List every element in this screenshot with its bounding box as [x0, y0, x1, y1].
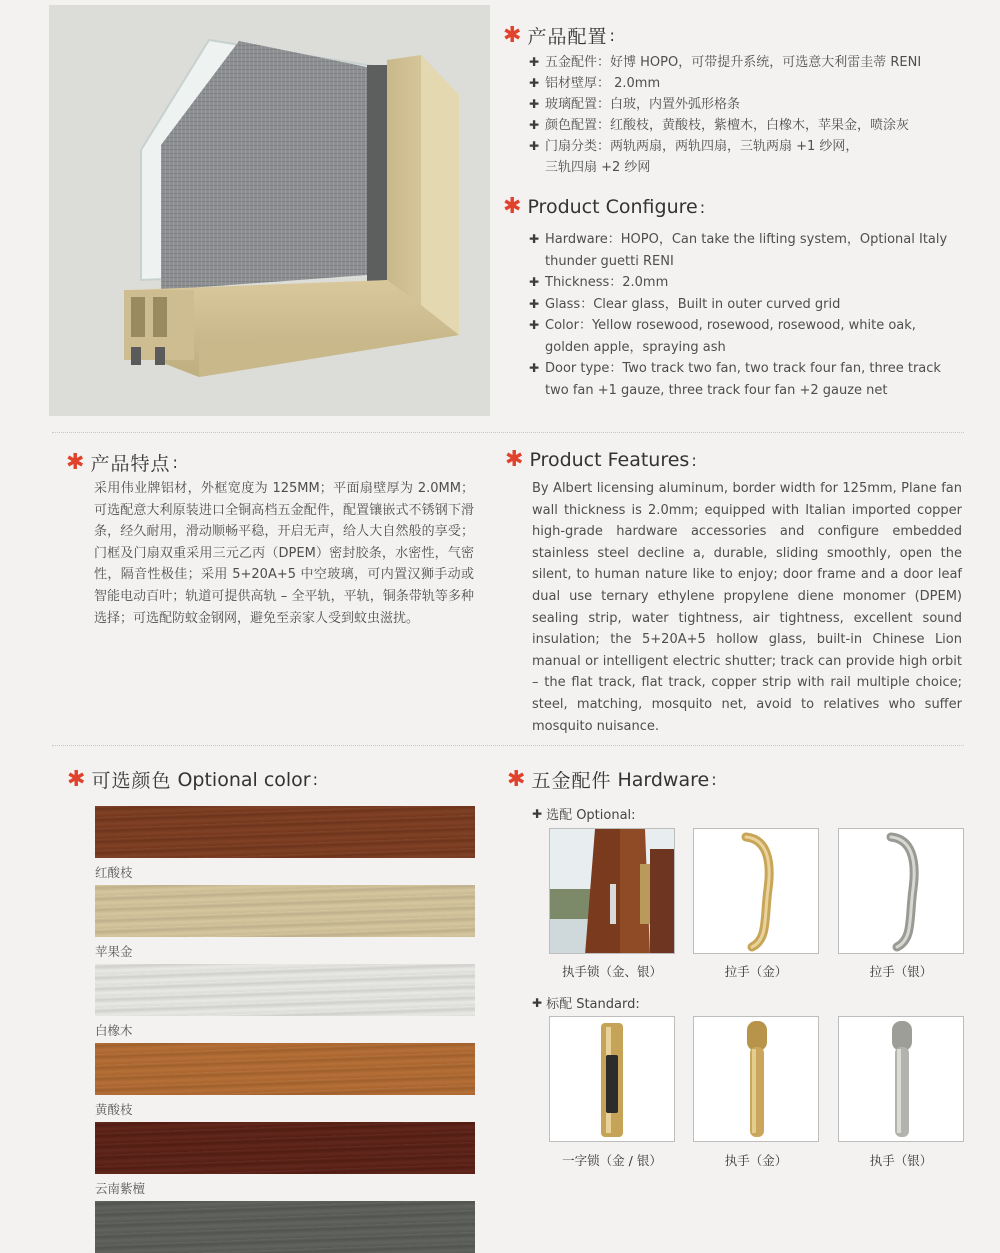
- plus-bullet-icon: ✚: [532, 806, 543, 821]
- hardware-photo-lock-handle: [549, 828, 675, 954]
- handle-silver-icon: [839, 1017, 964, 1142]
- features-zh-title: 产品特点: [90, 453, 171, 475]
- features-zh-heading: [66, 449, 178, 476]
- config-zh-title: 产品配置: [527, 26, 608, 48]
- config-zh-heading: [503, 22, 615, 49]
- list-item: [529, 358, 969, 401]
- plus-bullet-icon: ✚: [532, 995, 543, 1010]
- hardware-photo-handle-gold: [693, 1016, 819, 1142]
- asterisk-icon: ✱: [503, 194, 522, 219]
- hardware-caption: 执手（银）: [869, 1153, 933, 1168]
- list-item: [529, 73, 969, 94]
- swatch-label: 红酸枝: [95, 865, 133, 880]
- item-text: Thickness：2.0mm: [545, 275, 669, 290]
- item-text-continued: 三轨四扇 +2 纱网: [545, 160, 651, 175]
- colors-title-en: Optional color: [177, 768, 311, 791]
- hardware-title-en: Hardware: [617, 768, 710, 791]
- swatch-label: 黄酸枝: [95, 1102, 133, 1117]
- asterisk-icon: ✱: [66, 449, 85, 475]
- item-text: 五金配件：好博 HOPO，可带提升系统，可选意大利雷圭蒂 RENI: [545, 55, 922, 70]
- item-text: Glass：Clear glass，Built in outer curved grid: [545, 296, 841, 312]
- item-text: Hardware：HOPO，Can take the lifting system，Optional Italy: [545, 232, 948, 247]
- section-divider: [52, 745, 964, 746]
- item-text: 玻璃配置：白玻，内置外弧形格条: [545, 97, 741, 112]
- heading-colon: :: [172, 453, 178, 472]
- features-en-title: Product Features: [529, 449, 690, 471]
- features-en-heading: [505, 449, 697, 471]
- plus-bullet-icon: ✚: [529, 232, 540, 246]
- item-text-continued: thunder guetti RENI: [545, 253, 674, 269]
- optional-label: 选配 Optional:: [546, 808, 636, 823]
- standard-label: 标配 Standard:: [546, 997, 640, 1012]
- item-text: 颜色配置：红酸枝，黄酸枝，紫檀木，白橡木，苹果金，喷涂灰: [545, 118, 910, 133]
- color-swatch-red-rosewood: [95, 806, 475, 858]
- list-item: [529, 315, 969, 358]
- list-item: [529, 94, 969, 115]
- item-text: 铝材壁厚： 2.0mm: [545, 76, 661, 91]
- config-en-list: [529, 229, 969, 401]
- list-item: [529, 272, 969, 294]
- plus-bullet-icon: ✚: [529, 97, 540, 111]
- heading-colon: :: [711, 770, 717, 789]
- optional-subheading: [532, 804, 636, 823]
- plus-bullet-icon: ✚: [529, 139, 540, 153]
- item-text: 门扇分类：两轨两扇，两轨四扇，三轨两扇 +1 纱网，: [545, 139, 859, 154]
- plus-bullet-icon: ✚: [529, 55, 540, 69]
- item-text-continued: golden apple，spraying ash: [545, 339, 726, 355]
- color-swatch-apple-gold: [95, 885, 475, 937]
- hardware-photo-pull-handle-silver: [838, 828, 964, 954]
- swatch-label: 白橡木: [95, 1023, 133, 1038]
- list-item: [529, 52, 969, 73]
- heading-colon: :: [312, 770, 319, 789]
- heading-colon: :: [699, 197, 706, 217]
- list-item: [529, 136, 969, 178]
- flat-lock-icon: [550, 1017, 675, 1142]
- section-divider: [52, 432, 964, 433]
- window-profile-illustration: [49, 5, 490, 416]
- hardware-photo-pull-handle-gold: [693, 828, 819, 954]
- swatch-label: 苹果金: [95, 944, 133, 959]
- hardware-caption: 执手（金）: [724, 1153, 788, 1168]
- colors-heading: [67, 766, 318, 793]
- heading-colon: :: [609, 26, 615, 45]
- features-en-body: By Albert licensing aluminum, border width for 125mm, Plane fan wall thickness is 2.0mm; equipped with Italian imported copper high-grade hardware accessories and configure embedded stainless steel decline a, durable, sliding smoothly, open the silent, to human nature like to enjoy; door frame and a door leaf dual use ternary ethylene propylene diene monomer (DPEM) sealing strip, water tightness, air tightness, excellent sound insulation; the 5+20A+5 hollow glass, built-in Chinese Lion manual or intelligent electric shutter; track can provide high orbit – the flat track, flat track, copper strip with rail multiple choice; steel, matching, mosquito net, avoid to relatives who suffer mosquito nuisance.: [532, 481, 962, 734]
- item-text: Color：Yellow rosewood, rosewood, rosewood, white oak,: [545, 318, 916, 333]
- config-en-heading: [503, 196, 705, 218]
- swatch-label: 云南紫檀: [95, 1181, 146, 1196]
- hardware-photo-handle-silver: [838, 1016, 964, 1142]
- color-swatch-yellow-rosewood: [95, 1043, 475, 1095]
- plus-bullet-icon: ✚: [529, 275, 540, 289]
- list-item: [529, 115, 969, 136]
- hardware-caption: 一字锁（金 / 银）: [562, 1153, 662, 1168]
- colors-title-zh: 可选颜色: [91, 770, 172, 792]
- plus-bullet-icon: ✚: [529, 361, 540, 375]
- hardware-photo-flat-lock: [549, 1016, 675, 1142]
- hardware-title-zh: 五金配件: [531, 770, 612, 792]
- plus-bullet-icon: ✚: [529, 76, 540, 90]
- asterisk-icon: ✱: [505, 447, 524, 472]
- color-swatch-white-oak: [95, 964, 475, 1016]
- list-item: [529, 229, 969, 272]
- asterisk-icon: ✱: [503, 22, 522, 48]
- pull-handle-silver-icon: [839, 829, 964, 954]
- hardware-caption: 拉手（金）: [724, 964, 788, 979]
- list-item: [529, 294, 969, 316]
- hardware-caption: 拉手（银）: [869, 964, 933, 979]
- heading-colon: :: [691, 450, 697, 470]
- plus-bullet-icon: ✚: [529, 296, 540, 311]
- color-swatch-spray-gray: [95, 1201, 475, 1253]
- asterisk-icon: ✱: [507, 766, 526, 792]
- plus-bullet-icon: ✚: [529, 118, 540, 132]
- product-window-image: [49, 5, 490, 416]
- config-zh-list: [529, 52, 969, 178]
- standard-subheading: [532, 993, 640, 1012]
- window-lock-scene-image: [550, 829, 675, 954]
- features-zh-body: 采用伟业牌铝材，外框宽度为 125MM；平面扇壁厚为 2.0MM；可选配意大利原装进口全铜高档五金配件，配置镶嵌式不锈钢下滑条，经久耐用，滑动顺畅平稳，开启无声，给人大自然般的享受；门框及门扇双重采用三元乙丙（DPEM）密封胶条，水密性，气密性，隔音性极佳；采用 5+20A+5 中空玻璃，可内置汉狮手动或智能电动百叶；轨道可提供高轨 – 全平轨，平轨，铜条带轨等多种选择；可选配防蚊金钢网，避免至亲家人受到蚊虫滋扰。: [94, 481, 474, 626]
- config-en-title: Product Configure: [527, 196, 698, 218]
- pull-handle-gold-icon: [694, 829, 819, 954]
- asterisk-icon: ✱: [67, 766, 86, 792]
- plus-bullet-icon: ✚: [529, 318, 540, 332]
- item-text-continued: two fan +1 gauze, three track four fan +2 gauze net: [545, 382, 888, 398]
- item-text: Door type：Two track two fan, two track four fan, three track: [545, 361, 941, 376]
- hardware-caption: 执手锁（金、银）: [561, 964, 662, 979]
- handle-gold-icon: [694, 1017, 819, 1142]
- hardware-heading: [507, 766, 717, 793]
- color-swatch-yunnan-red-sandalwood: [95, 1122, 475, 1174]
